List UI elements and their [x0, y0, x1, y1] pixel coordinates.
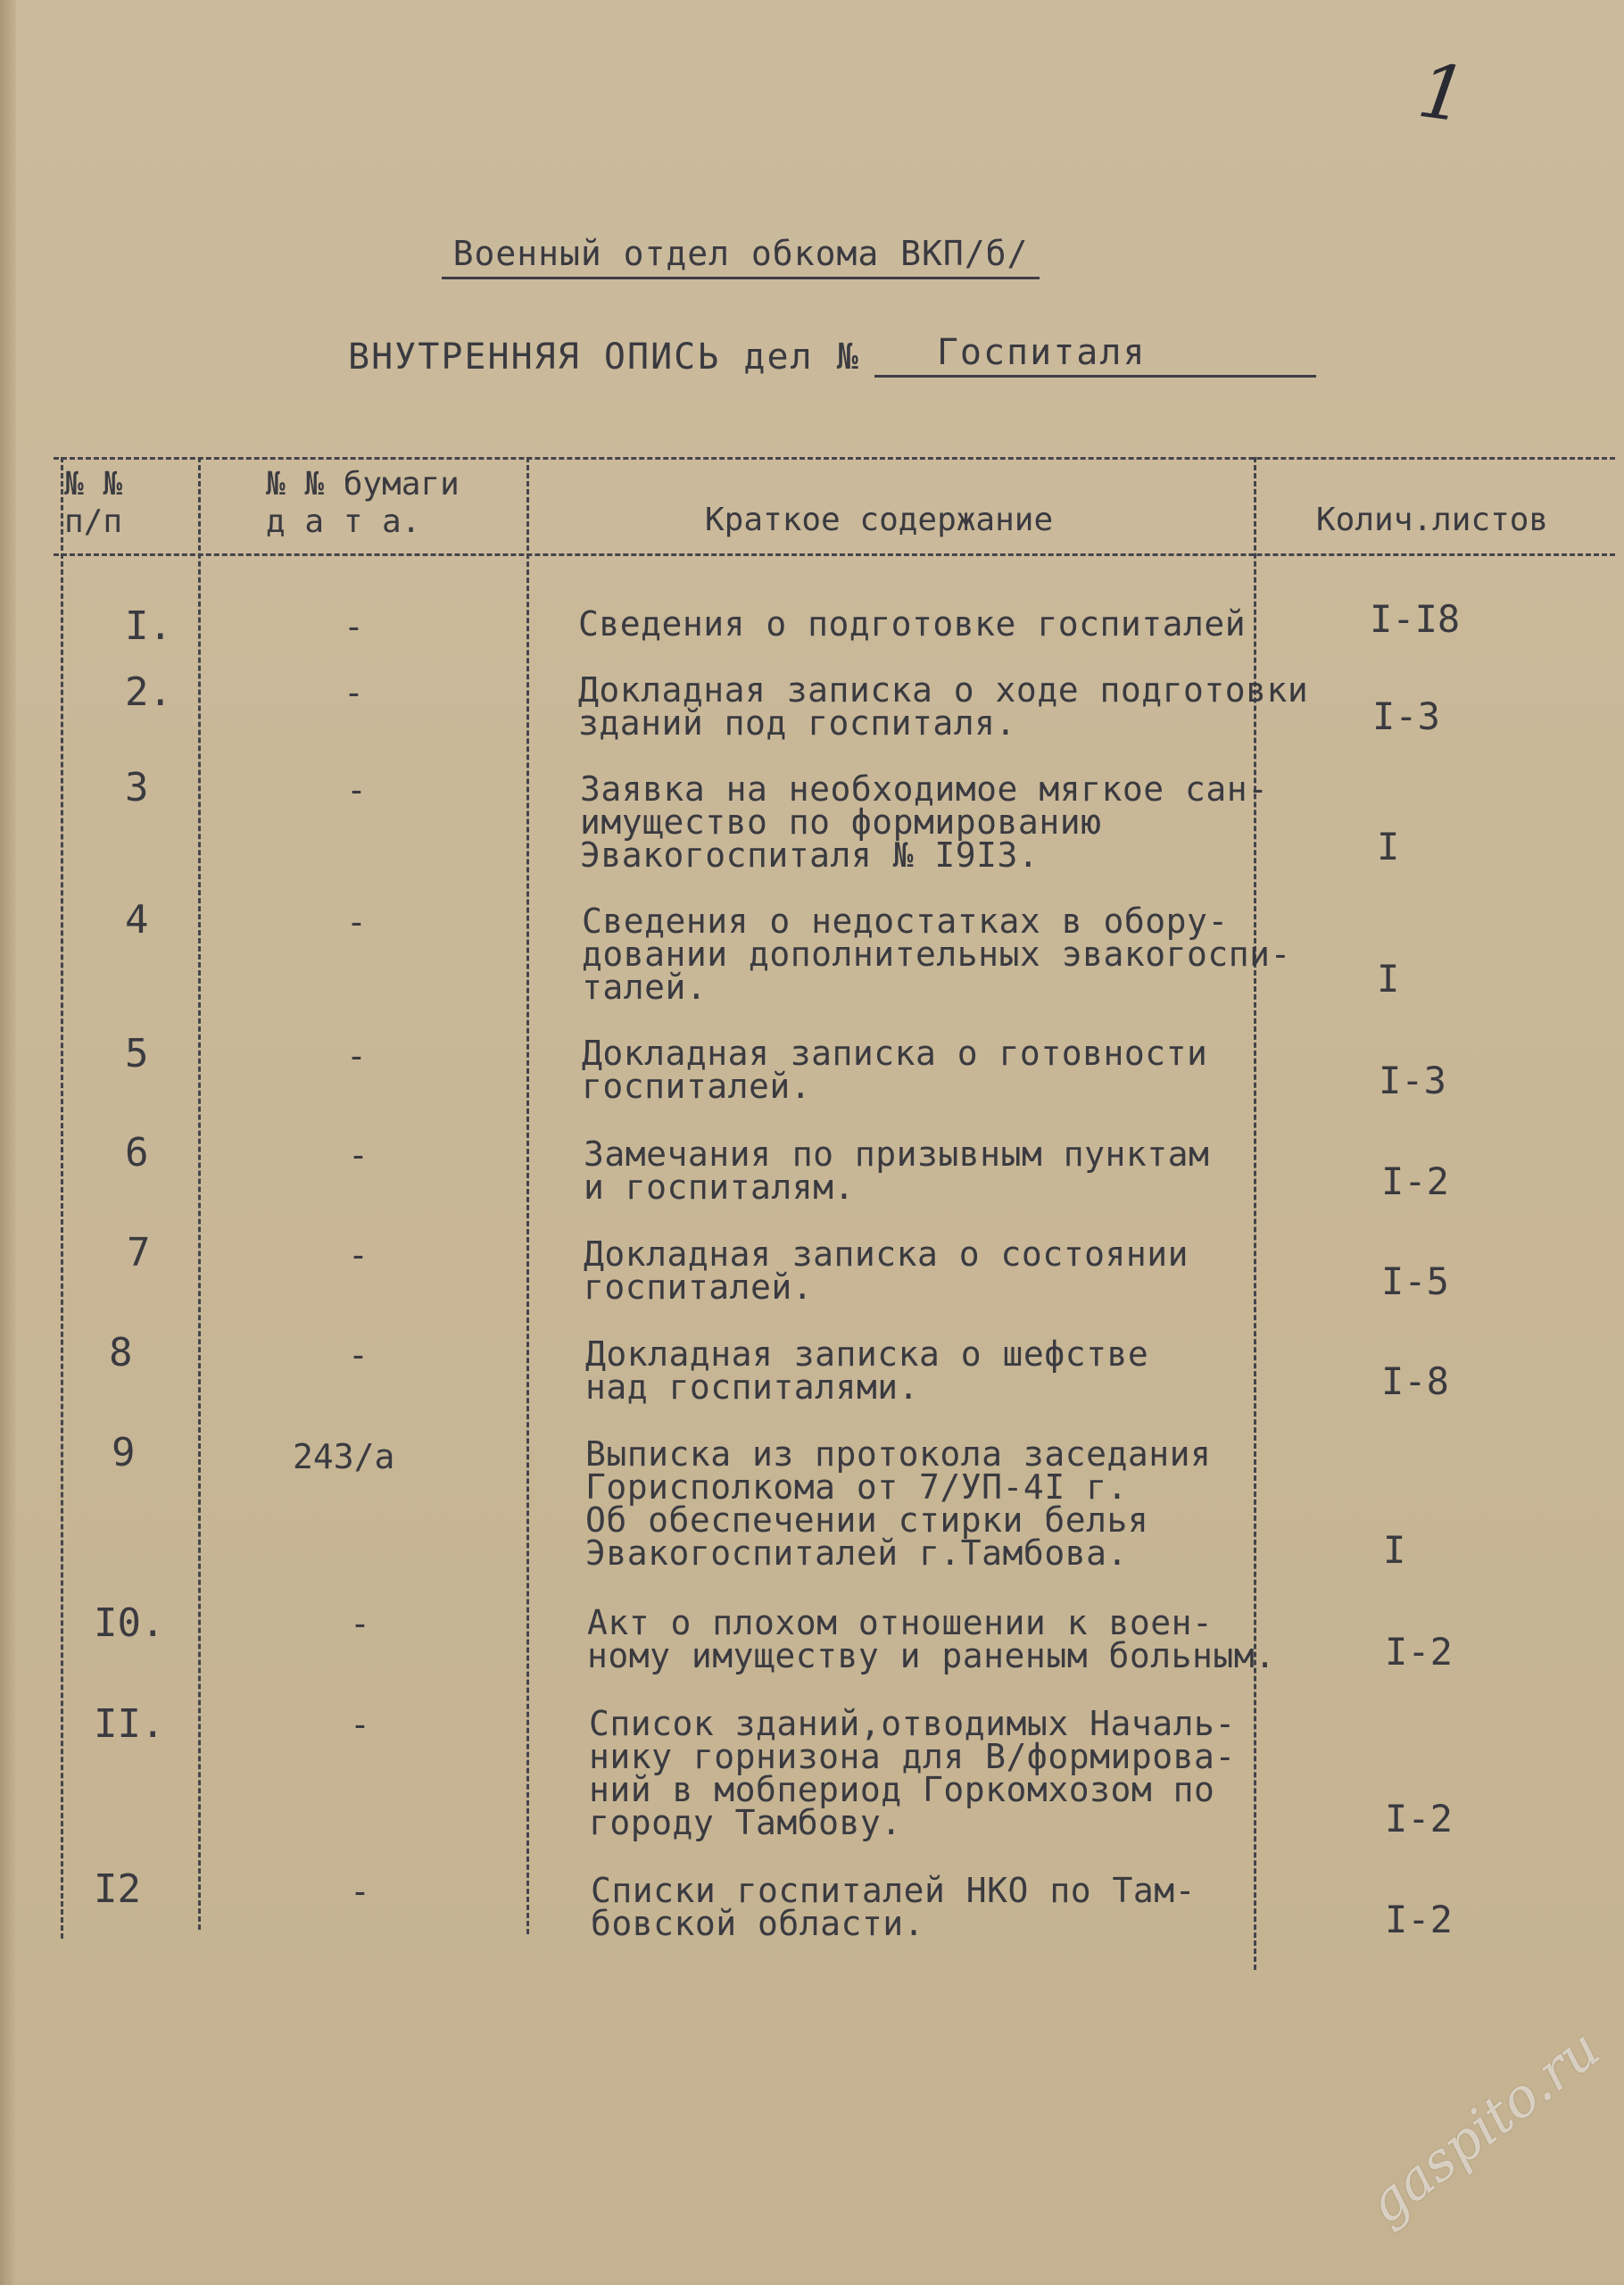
row-sheets: I-5 [1381, 1259, 1449, 1303]
row-sheets: I-2 [1385, 1898, 1453, 1941]
site-watermark: gaspito.ru [1356, 2017, 1612, 2237]
row-number: 3 [125, 765, 149, 810]
row-document: - [350, 1872, 370, 1911]
row-number: 8 [109, 1330, 133, 1375]
row-sheets: I-3 [1372, 694, 1440, 738]
row-content: Докладная записка о шефстве над госпиталями. [585, 1334, 1149, 1407]
column-header-content: Краткое содержание [705, 502, 1054, 538]
row-sheets: I [1377, 957, 1400, 1001]
column-header-number: № № п/п [64, 466, 123, 540]
row-content: Список зданий,отводимых Началь- нику горнизона для В/формирова- ний в мобпериод Горкомхозом по городу Тамбову. [589, 1704, 1236, 1842]
row-document: - [350, 1604, 370, 1643]
inventory-title-label: ВНУТРЕННЯЯ ОПИСЬ дел № [348, 337, 860, 378]
table-top-rule [54, 457, 1615, 460]
row-sheets: I-I8 [1370, 597, 1461, 641]
folio-number: 1 [1413, 46, 1473, 140]
row-content: Списки госпиталей НКО по Там- бовской области. [591, 1871, 1196, 1943]
row-content: Выписка из протокола заседания Горисполкома от 7/УП-4I г. Об обеспечении стирки белья Эвакогоспиталей г.Тамбова. [585, 1434, 1212, 1573]
row-sheets: I-2 [1385, 1630, 1453, 1674]
row-document: - [348, 1135, 369, 1175]
row-number: I0. [94, 1600, 165, 1646]
inventory-title [348, 332, 1316, 378]
row-number: 5 [125, 1031, 149, 1076]
row-document: - [346, 770, 367, 810]
row-document: - [348, 1235, 369, 1275]
row-number: II. [94, 1701, 165, 1747]
row-content: Заявка на необходимое мягкое сан- имущество по формированию Эвакогоспиталя № I9I3. [580, 769, 1269, 875]
row-sheets: I-2 [1381, 1159, 1449, 1203]
table-header-rule [54, 553, 1615, 556]
row-content: Замечания по призывным пунктам и госпиталям. [584, 1134, 1210, 1207]
row-number: 7 [127, 1230, 151, 1275]
row-document: - [344, 673, 364, 712]
row-content: Докладная записка о ходе подготовки зданий под госпиталя. [578, 670, 1309, 743]
row-number: I2 [94, 1866, 141, 1912]
row-document: - [346, 1036, 367, 1076]
row-content: Сведения о подготовке госпиталей [578, 604, 1247, 644]
row-number: I. [125, 603, 172, 649]
row-document: - [346, 902, 367, 942]
row-content: Акт о плохом отношении к воен- ному имуществу и раненым больным. [587, 1603, 1276, 1675]
page-fold-edge [0, 0, 16, 2285]
row-content: Докладная записка о состоянии госпиталей. [584, 1234, 1189, 1307]
row-number: 4 [125, 897, 149, 943]
row-number: 6 [125, 1130, 149, 1176]
row-sheets: I [1377, 825, 1400, 868]
inventory-subject: Госпиталя [874, 332, 1316, 378]
row-document: - [344, 607, 364, 646]
column-rule-2 [526, 457, 529, 1934]
column-header-sheets: Колич.листов [1316, 502, 1549, 538]
organization-heading: Военный отдел обкома ВКП/б/ [442, 234, 1040, 279]
row-number: 9 [112, 1430, 136, 1475]
column-header-document: № № бумаги д а т а. [266, 466, 460, 540]
row-document: - [350, 1705, 370, 1744]
row-content: Докладная записка о готовности госпиталей. [582, 1034, 1208, 1106]
row-sheets: I-3 [1379, 1059, 1446, 1102]
row-sheets: I [1383, 1528, 1406, 1572]
row-document: 243/а [293, 1437, 395, 1476]
row-document: - [348, 1335, 369, 1375]
column-rule-1 [198, 457, 201, 1930]
row-sheets: I-8 [1381, 1359, 1449, 1403]
row-sheets: I-2 [1385, 1797, 1453, 1840]
table-left-rule [61, 457, 63, 1939]
row-number: 2. [125, 669, 172, 715]
row-content: Сведения о недостатках в обору- довании дополнительных эвакогоспи- талей. [582, 902, 1291, 1007]
